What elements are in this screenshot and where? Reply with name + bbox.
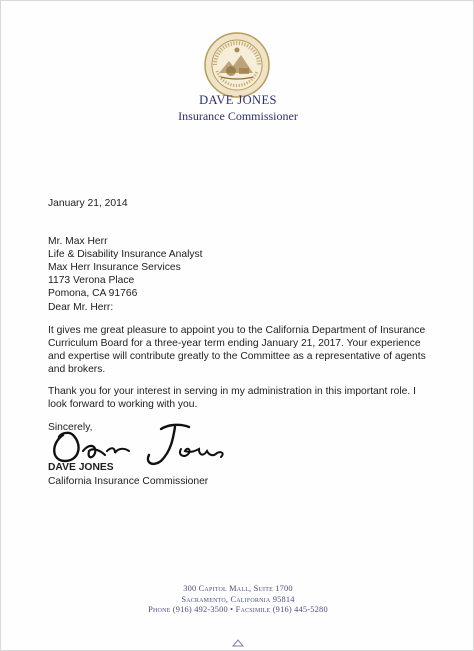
footer-city: Sacramento, California 95814 [181,594,295,604]
letter-date: January 21, 2014 [48,198,128,209]
letterhead-title: Insurance Commissioner [178,109,298,123]
footer-phones: Phone (916) 492-3500 • Facsimile (916) 445-5280 [148,605,328,614]
paragraph-line: Thank you for your interest in serving in my administration in this important role. I [48,386,416,397]
recycled-paper-icon [230,638,246,648]
salutation: Dear Mr. Herr: [48,302,114,313]
letterhead-footer [1,584,474,616]
paragraph-line: It gives me great pleasure to appoint you to the California Department of Insurance [48,325,426,336]
recipient-line: Mr. Max Herr [48,236,108,247]
footer-address: 300 Capitol Mall, Suite 1700 [183,584,293,593]
recipient-line: Max Herr Insurance Services [48,262,181,273]
paragraph-line: Curriculum Board for a three-year term ending January 21, 2017. Your experience [48,338,421,349]
paragraph-line: look forward to working with you. [48,399,198,410]
california-state-seal-icon [203,31,271,99]
recipient-line: 1173 Verona Place [48,275,135,286]
letterhead-name: DAVE JONES [199,93,277,107]
paragraph-line: and expertise will contribute greatly to the Committee as a representative of agents [48,351,426,362]
recipient-block [48,235,203,300]
paragraph-appointment [48,324,426,376]
paragraph-thanks [48,385,416,411]
recipient-line: Pomona, CA 91766 [48,288,138,299]
signer-title: California Insurance Commissioner [48,476,209,487]
recipient-line: Life & Disability Insurance Analyst [48,249,203,260]
paragraph-line: and brokers. [48,364,106,375]
closing: Sincerely, [48,422,93,433]
signer-name: DAVE JONES [48,462,114,473]
